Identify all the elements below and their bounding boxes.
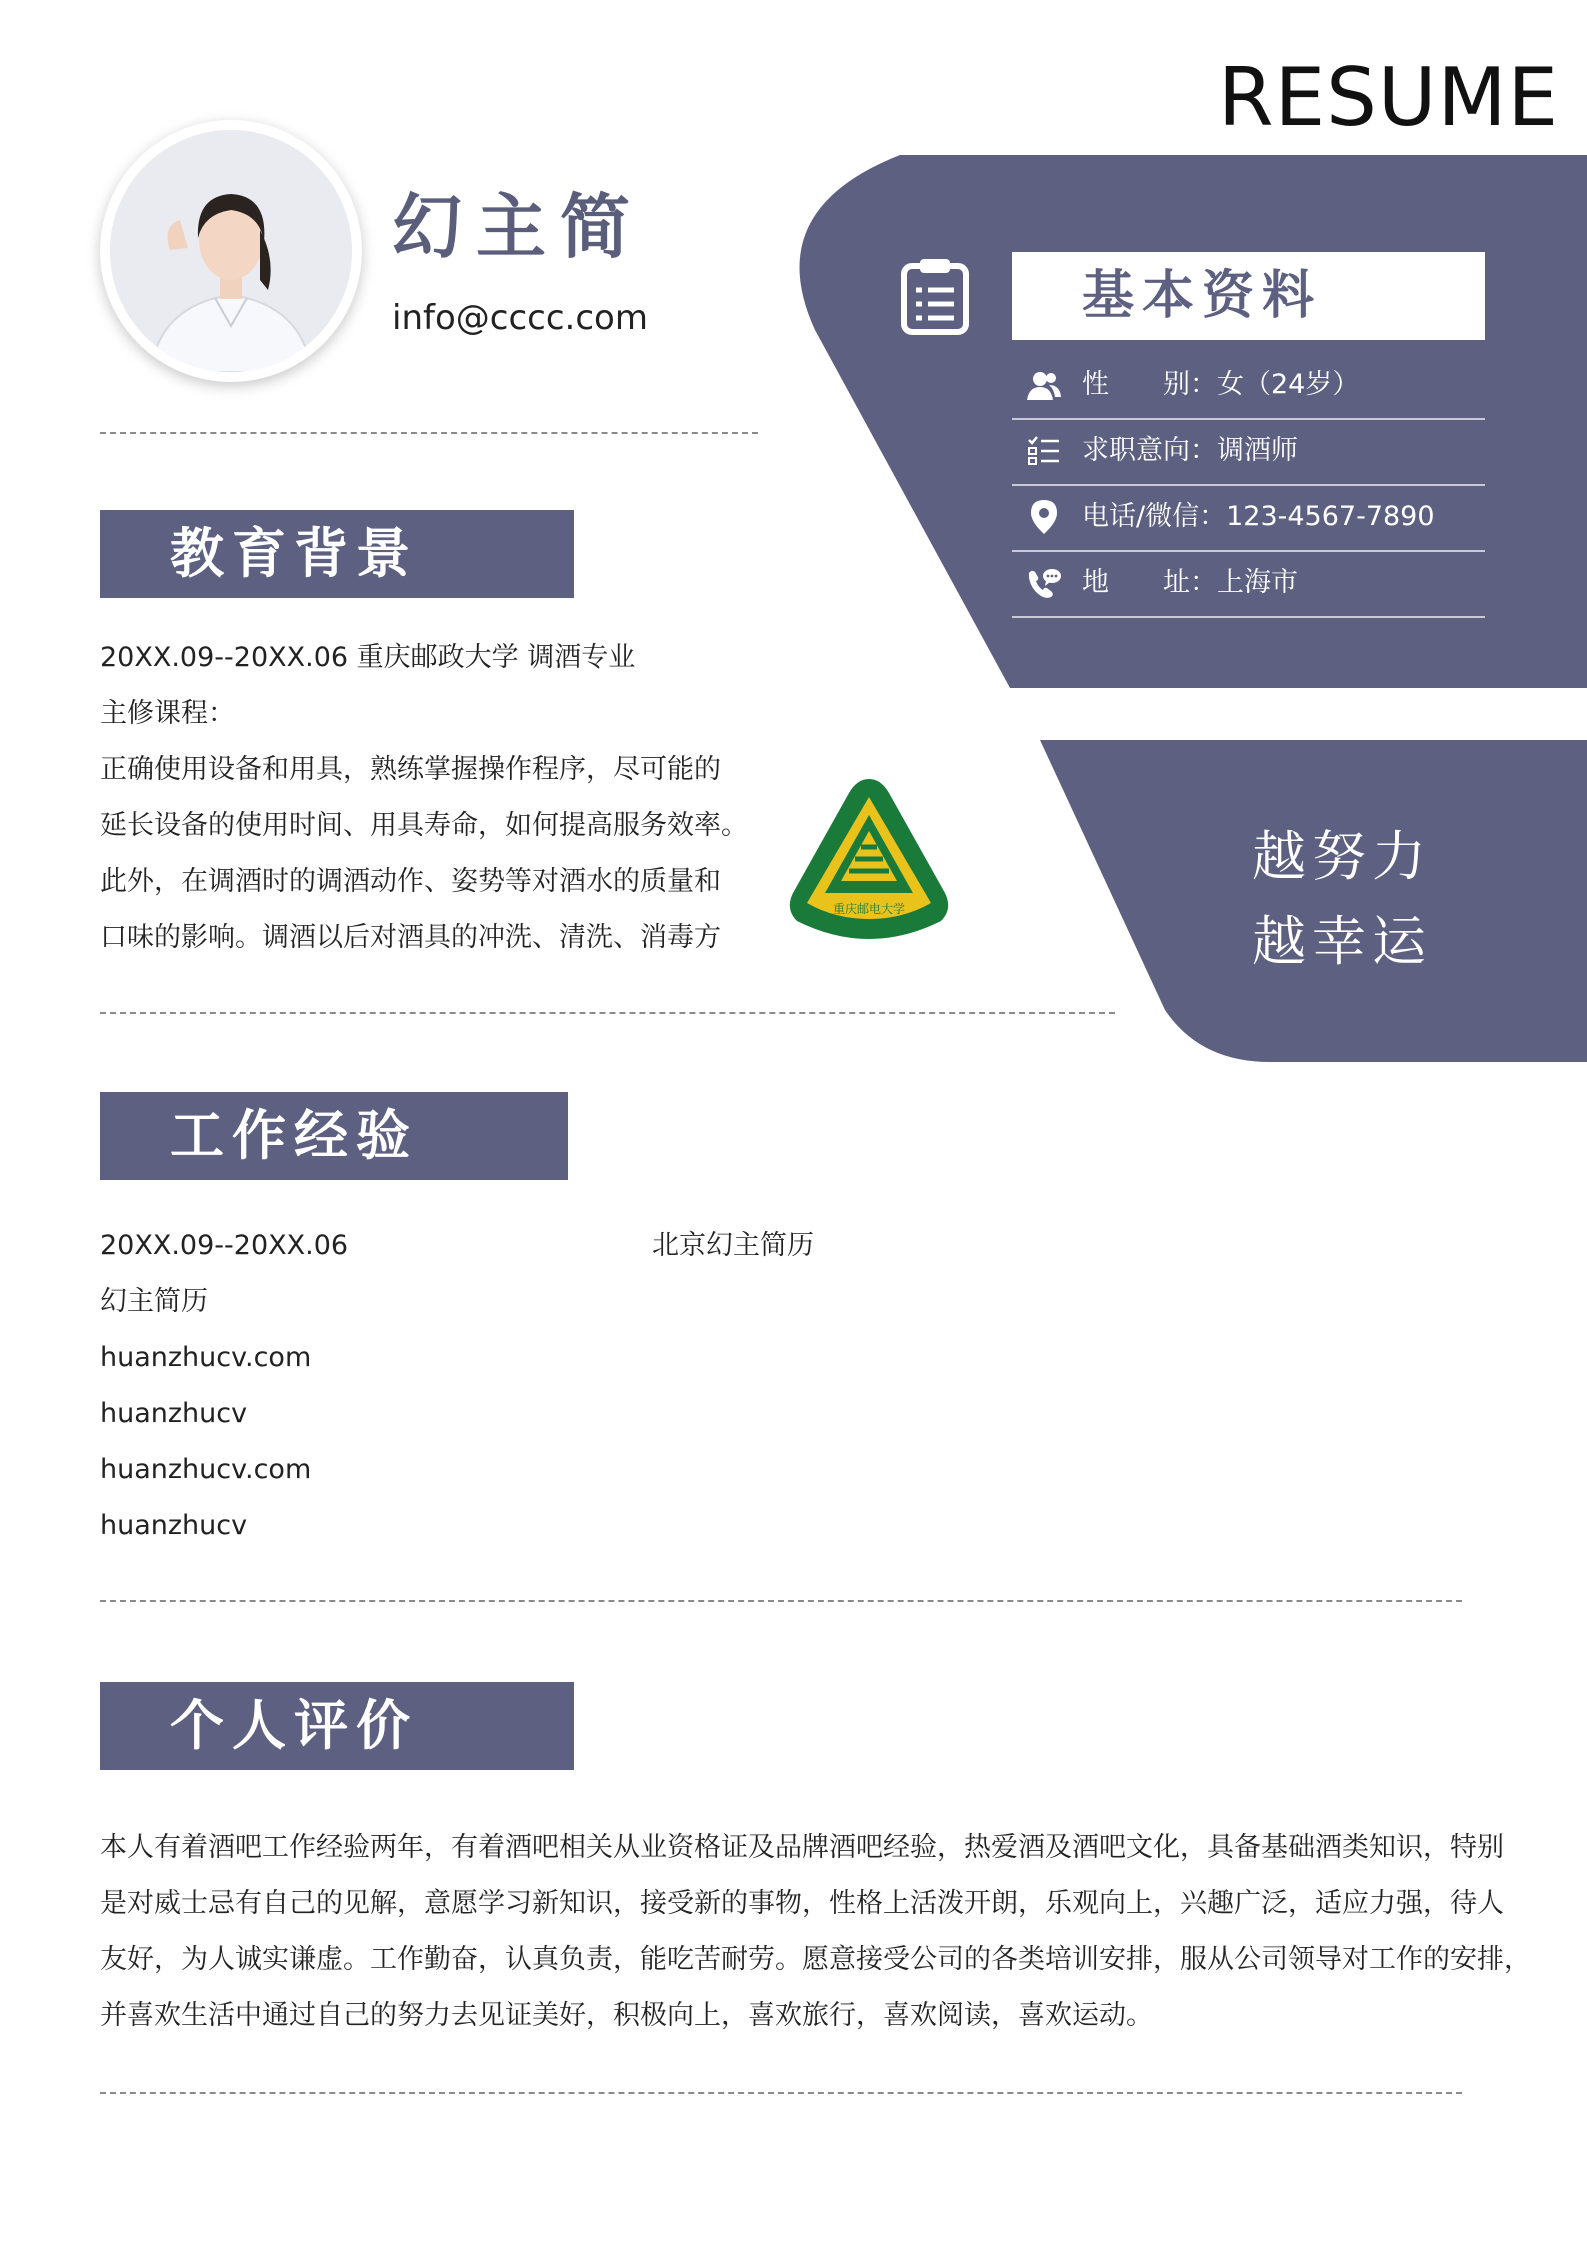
education-period: 20XX.09--20XX.06 重庆邮政大学 调酒专业 [100,642,636,673]
phone-chat-icon [1024,550,1064,616]
work-line: huanzhucv [100,1510,248,1541]
evaluation-line: 本人有着酒吧工作经验两年，有着酒吧相关从业资格证及品牌酒吧经验，热爱酒及酒吧文化，具备基础酒类知识，特别 [100,1832,1504,1863]
section-title-education: 教育背景 [100,510,574,598]
work-line: huanzhucv.com [100,1454,312,1485]
info-text: 性 别：女（24岁） [1082,369,1360,400]
evaluation-line: 友好，为人诚实谦虚。工作勤奋，认真负责，能吃苦耐劳。愿意接受公司的各类培训安排，服从公司领导对工作的安排， [100,1944,1531,1975]
info-text: 求职意向：调酒师 [1082,435,1298,466]
avatar [110,130,352,372]
checklist-icon [1024,418,1064,484]
email-address[interactable]: info@cccc.com [392,298,648,338]
course-line: 此外，在调酒时的调酒动作、姿势等对酒水的质量和 [100,866,721,897]
location-pin-icon [1024,484,1064,550]
motto-line-2: 越幸运 [1252,910,1432,973]
info-row-gender [1012,352,1485,420]
section-title-work: 工作经验 [100,1092,568,1180]
clipboard-icon [900,256,970,340]
course-line: 延长设备的使用时间、用具寿命，如何提高服务效率。 [100,810,748,841]
resume-label: RESUME [1218,51,1560,144]
user-icon [1024,352,1064,418]
work-company: 北京幻主简历 [652,1230,814,1261]
info-text: 地 址：上海市 [1082,567,1298,598]
motto-line-1: 越努力 [1252,825,1432,888]
university-logo [785,775,953,947]
evaluation-line: 是对威士忌有自己的见解，意愿学习新知识，接受新的事物，性格上活泼开朗，乐观向上，兴趣广泛，适应力强，待人 [100,1888,1504,1919]
svg-text:1950: 1950 [858,920,880,929]
info-row-phone [1012,484,1485,552]
work-line: huanzhucv.com [100,1342,312,1373]
work-period: 20XX.09--20XX.06 [100,1230,349,1261]
divider [100,1600,1462,1602]
divider [100,1012,1115,1014]
work-line: 幻主简历 [100,1286,208,1317]
motto-panel [1040,740,1587,1062]
course-line: 正确使用设备和用具，熟练掌握操作程序，尽可能的 [100,754,721,785]
svg-text:重庆邮电大学: 重庆邮电大学 [832,902,906,916]
evaluation-line: 并喜欢生活中通过自己的努力去见证美好，积极向上，喜欢旅行，喜欢阅读，喜欢运动。 [100,2000,1153,2031]
info-row-address [1012,550,1485,618]
candidate-name: 幻主简 [392,186,644,268]
info-text[interactable]: 电话/微信：123-4567-7890 [1082,501,1435,532]
section-title-evaluation: 个人评价 [100,1682,574,1770]
info-row-job [1012,418,1485,486]
course-line: 口味的影响。调酒以后对酒具的冲洗、清洗、消毒方 [100,922,721,953]
basic-info-title: 基本资料 [1082,266,1323,326]
courses-label: 主修课程： [100,698,235,729]
divider [100,2092,1462,2094]
work-line: huanzhucv [100,1398,248,1429]
divider [100,432,758,434]
